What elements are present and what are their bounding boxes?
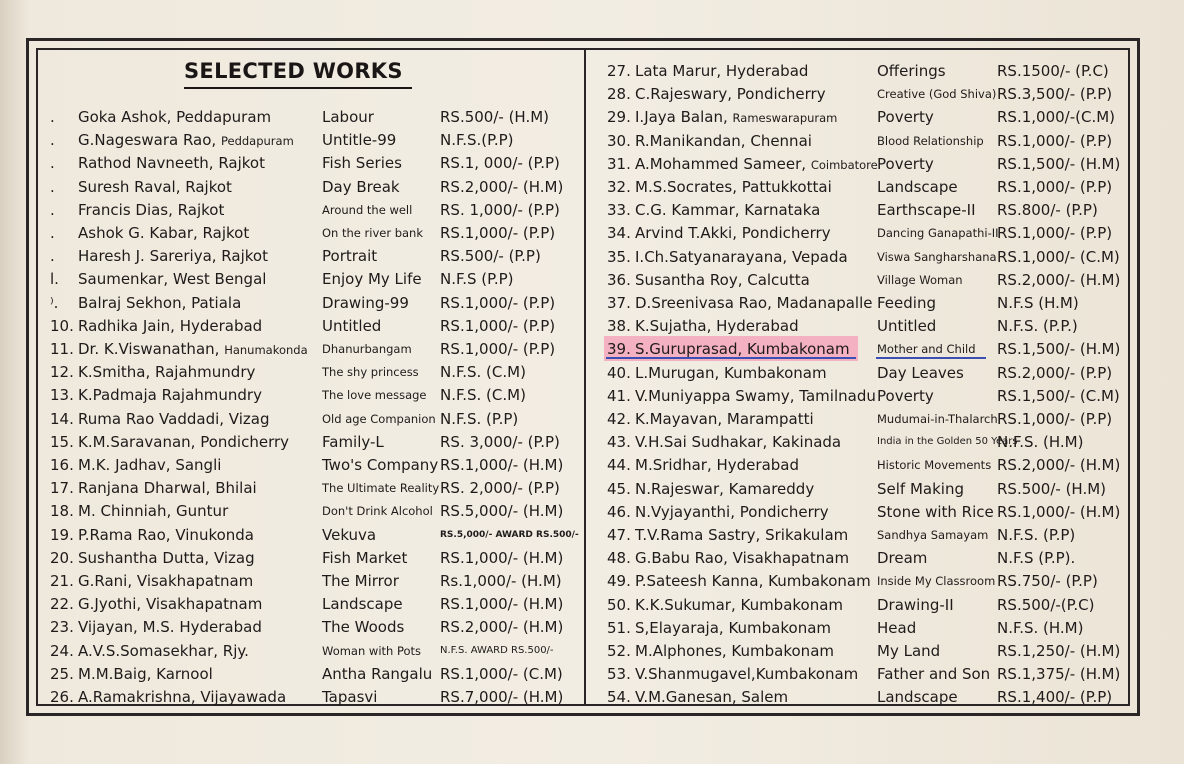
artist-name: P.Sateesh Kanna, Kumbakonam <box>635 572 871 591</box>
work-title: Offerings <box>877 62 946 80</box>
artist-name: M.S.Socrates, Pattukkottai <box>635 178 832 196</box>
entry-number: 15. <box>50 432 74 451</box>
entry-number: 36. <box>607 270 631 289</box>
entry-number: l. <box>50 270 59 289</box>
list-item <box>0 686 1184 708</box>
price: RS.1,000/-(C.M) <box>997 108 1116 127</box>
price: RS.3,500/- (P.P) <box>997 85 1113 104</box>
entry-number: 34. <box>607 224 631 243</box>
entry-number: 42. <box>607 410 631 428</box>
price: RS.1,000/- (P.P) <box>997 224 1113 243</box>
price: RS.1,000/- (P.P) <box>440 340 556 358</box>
work-title: Untitle-99 <box>322 131 397 150</box>
artist-name: Rathod Navneeth, Rajkot <box>78 154 265 173</box>
price: RS.1,000/- (P.P) <box>440 316 556 335</box>
list-item <box>0 246 1184 268</box>
artist-name: K.Mayavan, Marampatti <box>635 410 814 428</box>
artist-name: A.Ramakrishna, Vijayawada <box>78 688 287 706</box>
artist-name: G.Nageswara Rao, Peddapuram <box>78 131 294 150</box>
price: RS.1,500/- (H.M) <box>997 340 1121 359</box>
price: Rs.1,000/- (H.M) <box>440 572 562 590</box>
list-item <box>0 524 1184 546</box>
entry-number: 13. <box>50 386 74 405</box>
artist-name: M.Sridhar, Hyderabad <box>635 456 799 475</box>
entry-number: 47. <box>607 526 631 544</box>
list-item <box>0 431 1184 453</box>
artist-name: Saumenkar, West Bengal <box>78 270 267 289</box>
entry-number: . <box>50 177 55 196</box>
work-title: Drawing-99 <box>322 293 409 312</box>
price: RS.2,000/- (H.M) <box>440 618 564 637</box>
list-item <box>0 106 1184 128</box>
entry-number: 17. <box>50 479 74 498</box>
list-item <box>0 222 1184 244</box>
price: RS.5,000/- AWARD RS.500/- <box>440 529 579 540</box>
entry-number: 45. <box>607 479 631 498</box>
work-title: Stone with Rice <box>877 502 994 521</box>
work-title: Two's Company <box>322 456 439 474</box>
entry-number: 35. <box>607 247 631 266</box>
price: RS. 2,000/- (P.P) <box>440 479 560 498</box>
work-title: Vekuva <box>322 525 377 544</box>
price: RS.1,250/- (H.M) <box>997 642 1121 660</box>
work-title: Father and Son <box>877 665 991 684</box>
entry-number: 54. <box>607 688 631 707</box>
work-title: Creative (God Shiva) <box>877 87 997 102</box>
work-title: Untitled <box>877 317 937 336</box>
artist-name: S.Guruprasad, Kumbakonam <box>635 340 850 359</box>
price: N.F.S. AWARD RS.500/- <box>440 644 554 656</box>
entry-number: 33. <box>607 201 631 220</box>
price: RS.1,000/- (C.M) <box>997 247 1120 266</box>
artist-name: K.M.Saravanan, Pondicherry <box>78 432 290 451</box>
artist-name: K.Sujatha, Hyderabad <box>635 317 799 336</box>
work-title: My Land <box>877 642 941 660</box>
entry-number: 37. <box>607 294 631 312</box>
artist-name: Sushantha Dutta, Vizag <box>78 548 255 567</box>
list-item <box>0 269 1184 291</box>
artist-name: Susantha Roy, Calcutta <box>635 270 810 289</box>
artist-name: N.Rajeswar, Kamareddy <box>635 479 815 498</box>
work-title: On the river bank <box>322 226 424 240</box>
price: N.F.S. (P.P.) <box>997 317 1078 336</box>
artist-name: Dr. K.Viswanathan, Hanumakonda <box>78 340 308 358</box>
entry-number: 25. <box>50 664 74 683</box>
list-item <box>0 130 1184 152</box>
entry-number: 46. <box>607 502 631 521</box>
entry-number: . <box>50 200 55 219</box>
list-item <box>0 83 1184 105</box>
artist-name: Arvind T.Akki, Pondicherry <box>635 224 831 243</box>
entry-number: 38. <box>607 317 631 336</box>
list-item <box>0 60 1184 82</box>
work-title: Earthscape-II <box>877 201 976 220</box>
list-item <box>0 570 1184 592</box>
entry-number: 52. <box>607 642 631 660</box>
entry-number: 48. <box>607 549 631 568</box>
work-title: Sandhya Samayam <box>877 528 989 542</box>
work-title: Feeding <box>877 294 936 312</box>
entry-number: . <box>50 131 55 150</box>
price: RS.500/- (H.M) <box>997 479 1107 498</box>
work-title: Poverty <box>877 386 934 405</box>
price: RS.2,000/- (H.M) <box>997 456 1121 475</box>
work-title: Old age Companion <box>322 411 436 426</box>
entry-number: 41. <box>607 386 631 405</box>
artist-name: S,Elayaraja, Kumbakonam <box>635 618 832 637</box>
entry-number: 49. <box>607 572 631 591</box>
entry-number: 14. <box>50 409 74 428</box>
work-title: Village Woman <box>877 272 963 287</box>
artist-name: A.Mohammed Sameer, Coimbatore <box>635 154 878 173</box>
list-item <box>0 640 1184 662</box>
entry-number: 21. <box>50 572 74 590</box>
price: RS.1,000/- (H.M) <box>440 548 564 567</box>
price: RS.1,000/- (P.P) <box>997 410 1113 428</box>
price: RS.1,000/- (P.P) <box>997 178 1113 196</box>
artist-name: V.H.Sai Sudhakar, Kakinada <box>635 433 842 452</box>
work-title: Day Break <box>322 177 400 196</box>
entry-number: 29. <box>607 108 631 127</box>
price: N.F.S (H.M) <box>997 294 1079 312</box>
artist-name: Ashok G. Kabar, Rajkot <box>78 224 250 242</box>
artist-name: K.Padmaja Rajahmundry <box>78 386 262 405</box>
work-title: Head <box>877 618 917 637</box>
entry-number: 27. <box>607 62 631 80</box>
price: RS.1,000/- (H.M) <box>440 595 564 614</box>
work-title: Antha Rangalu <box>322 664 433 683</box>
entry-number: 53. <box>607 665 631 684</box>
work-title: Self Making <box>877 479 964 498</box>
work-title: Woman with Pots <box>322 643 422 658</box>
price: N.F.S. (C.M) <box>440 363 526 382</box>
price: N.F.S. (C.M) <box>440 386 526 405</box>
work-title: India in the Golden 50 Years <box>877 436 1018 448</box>
artist-name: G.Rani, Visakhapatnam <box>78 572 254 590</box>
artist-name: Lata Marur, Hyderabad <box>635 62 809 80</box>
artist-name: P.Rama Rao, Vinukonda <box>78 525 254 544</box>
artist-name: Radhika Jain, Hyderabad <box>78 316 263 335</box>
entry-number: 22. <box>50 595 74 614</box>
list-item <box>0 663 1184 685</box>
work-title: Landscape <box>877 688 958 707</box>
work-title: Poverty <box>877 154 934 173</box>
work-title: Portrait <box>322 247 378 266</box>
price: RS.1,000/- (C.M) <box>440 664 563 683</box>
work-title: Landscape <box>322 595 403 614</box>
artist-name: Haresh J. Sareriya, Rajkot <box>78 247 268 266</box>
artist-name: I.Jaya Balan, Rameswarapuram <box>635 108 838 127</box>
price: RS.2,000/- (P.P) <box>997 363 1113 382</box>
artist-name: C.Rajeswary, Pondicherry <box>635 85 826 104</box>
entry-number: . <box>50 154 55 173</box>
price: RS.1, 000/- (P.P) <box>440 154 560 173</box>
list-item <box>0 315 1184 337</box>
work-title: Day Leaves <box>877 363 964 382</box>
entry-number: 28. <box>607 85 631 104</box>
price: RS.1,000/- (P.P) <box>997 131 1113 150</box>
work-title: Landscape <box>877 178 958 196</box>
entry-number: 10. <box>50 316 74 335</box>
artist-name: K.K.Sukumar, Kumbakonam <box>635 595 844 614</box>
entry-number: 50. <box>607 595 631 614</box>
price: RS.1,000/- (H.M) <box>997 502 1121 521</box>
work-title: The love message <box>322 388 427 403</box>
price: RS.2,000/- (H.M) <box>440 177 564 196</box>
artist-name: V.M.Ganesan, Salem <box>635 688 789 707</box>
artist-name: D.Sreenivasa Rao, Madanapalle <box>635 294 873 312</box>
work-title: Poverty <box>877 108 934 127</box>
work-title: Fish Market <box>322 548 408 567</box>
price: N.F.S (P.P) <box>440 270 514 289</box>
work-title: Dream <box>877 549 928 568</box>
work-title: Historic Movements <box>877 458 992 473</box>
artist-name: V.Shanmugavel,Kumbakonam <box>635 665 859 684</box>
entry-number: 16. <box>50 456 74 474</box>
entry-number: 39. <box>607 340 631 359</box>
work-title: Mudumai-in-Thalarchi <box>877 412 1001 426</box>
work-title: The Ultimate Reality <box>322 481 440 496</box>
list-item <box>0 408 1184 430</box>
price: RS.7,000/- (H.M) <box>440 688 564 706</box>
work-title: The Woods <box>322 618 405 637</box>
list-item <box>0 176 1184 198</box>
list-item <box>0 547 1184 569</box>
work-title: The Mirror <box>322 572 399 590</box>
price: RS.1,500/- (C.M) <box>997 386 1120 405</box>
artist-name: I.Ch.Satyanarayana, Vepada <box>635 247 848 266</box>
price: RS.500/- (P.P) <box>440 247 541 266</box>
artist-name: Suresh Raval, Rajkot <box>78 177 232 196</box>
artist-name: K.Smitha, Rajahmundry <box>78 363 256 382</box>
artist-name: M.Alphones, Kumbakonam <box>635 642 834 660</box>
artist-name: Ruma Rao Vaddadi, Vizag <box>78 409 270 428</box>
price: RS. 1,000/- (P.P) <box>440 200 560 219</box>
entry-number: 12. <box>50 363 74 382</box>
price: N.F.S. (P.P) <box>997 526 1076 544</box>
artist-name: M.K. Jadhav, Sangli <box>78 456 222 474</box>
price: N.F.S (P.P). <box>997 549 1076 568</box>
entry-number: 19. <box>50 525 74 544</box>
artist-name: V.Muniyappa Swamy, Tamilnadu <box>635 386 876 405</box>
artist-name: G.Jyothi, Visakhapatnam <box>78 595 263 614</box>
work-title: Around the well <box>322 202 413 217</box>
entry-number: 44. <box>607 456 631 475</box>
work-title: Viswa Sangharshana <box>877 249 997 264</box>
work-title: Drawing-II <box>877 595 954 614</box>
work-title: Dancing Ganapathi-II <box>877 226 999 241</box>
entry-number: 31. <box>607 154 631 173</box>
entry-number: . <box>50 224 55 242</box>
price: RS.1500/- (P.C) <box>997 62 1109 80</box>
work-title: Inside My Classroom <box>877 574 996 589</box>
list-item <box>0 199 1184 221</box>
artist-name: Ranjana Dharwal, Bhilai <box>78 479 257 498</box>
work-title: Untitled <box>322 316 382 335</box>
artist-name: M. Chinniah, Guntur <box>78 502 229 521</box>
price: RS.5,000/- (H.M) <box>440 502 564 521</box>
work-title: Blood Relationship <box>877 133 984 148</box>
list-item <box>0 338 1184 360</box>
artist-name: G.Babu Rao, Visakhapatnam <box>635 549 850 568</box>
artist-name: L.Murugan, Kumbakonam <box>635 363 827 382</box>
price: RS.1,375/- (H.M) <box>997 665 1121 684</box>
work-title: Enjoy My Life <box>322 270 422 289</box>
price: N.F.S.(P.P) <box>440 131 514 150</box>
work-title: Family-L <box>322 432 384 451</box>
entry-number: 40. <box>607 363 631 382</box>
price: RS.1,400/- (P.P) <box>997 688 1113 707</box>
list-item <box>0 362 1184 384</box>
artist-name: C.G. Kammar, Karnataka <box>635 201 821 220</box>
work-title: Tapasvi <box>322 688 378 706</box>
price: RS. 3,000/- (P.P) <box>440 432 560 451</box>
price: RS.1,000/- (P.P) <box>440 224 556 242</box>
list-item <box>0 478 1184 500</box>
price: N.F.S. (H.M) <box>997 433 1084 452</box>
work-title: Dhanurbangam <box>322 342 412 356</box>
price: N.F.S. (P.P) <box>440 409 519 428</box>
artist-name: Balraj Sekhon, Patiala <box>78 293 242 312</box>
entry-number: 20. <box>50 548 74 567</box>
artist-name: Francis Dias, Rajkot <box>78 200 225 219</box>
work-title: The shy princess <box>322 365 419 380</box>
price: RS.2,000/- (H.M) <box>997 270 1121 289</box>
artist-name: A.V.S.Somasekhar, Rjy. <box>78 641 249 660</box>
price: RS.750/- (P.P) <box>997 572 1098 591</box>
artist-name: T.V.Rama Sastry, Srikakulam <box>635 526 849 544</box>
list-item <box>0 454 1184 476</box>
price: RS.1,000/- (P.P) <box>440 293 556 312</box>
price: RS.500/-(P.C) <box>997 595 1095 614</box>
work-title: Mother and Child <box>877 342 976 357</box>
entry-number: . <box>50 108 55 126</box>
work-title: Don't Drink Alcohol <box>322 504 433 519</box>
artist-name: Goka Ashok, Peddapuram <box>78 108 272 126</box>
artist-name: R.Manikandan, Chennai <box>635 131 812 150</box>
entry-number: . <box>50 247 55 266</box>
price: RS.1,000/- (H.M) <box>440 456 564 474</box>
price: RS.800/- (P.P) <box>997 201 1098 220</box>
entry-number: 51. <box>607 618 631 637</box>
price: N.F.S. (H.M) <box>997 618 1084 637</box>
list-item <box>0 385 1184 407</box>
list-item <box>0 617 1184 639</box>
entry-number: 23. <box>50 618 74 637</box>
entry-number: 24. <box>50 641 74 660</box>
list-item <box>0 153 1184 175</box>
entry-number: 32. <box>607 178 631 196</box>
entry-number: 26. <box>50 688 74 706</box>
price: RS.500/- (H.M) <box>440 108 550 126</box>
entry-number: 43. <box>607 433 631 452</box>
artist-name: M.M.Baig, Karnool <box>78 664 213 683</box>
artist-name: Vijayan, M.S. Hyderabad <box>78 618 262 637</box>
list-item <box>0 501 1184 523</box>
list-item <box>0 292 1184 314</box>
work-title: Fish Series <box>322 154 402 173</box>
entry-number: 30. <box>607 131 631 150</box>
list-item <box>0 594 1184 616</box>
work-title: Labour <box>322 108 374 126</box>
artist-name: N.Vyjayanthi, Pondicherry <box>635 502 829 521</box>
price: RS.1,500/- (H.M) <box>997 154 1121 173</box>
entry-number: ⁾. <box>50 293 59 312</box>
page-title: SELECTED WORKS <box>184 59 403 83</box>
entry-number: 11. <box>50 340 74 358</box>
entry-number: 18. <box>50 502 74 521</box>
